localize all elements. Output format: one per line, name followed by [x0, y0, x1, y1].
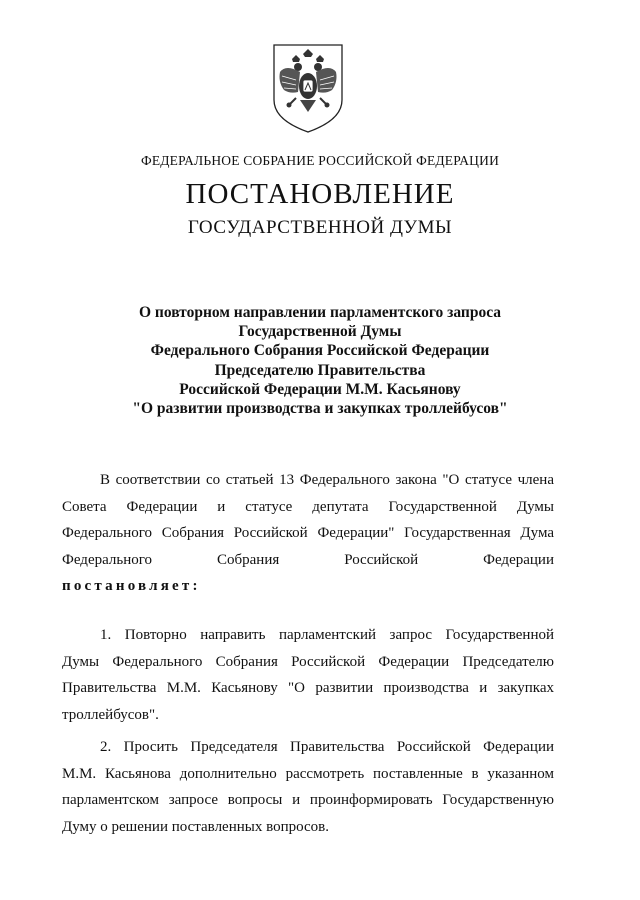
title-line: Федерального Собрания Российской Федерации [150, 342, 490, 360]
text-line-part: Федерального [62, 551, 153, 568]
text-line-part: Собрания [217, 551, 280, 568]
title-line: Государственной Думы [238, 323, 402, 341]
text-line: парламентском запросе вопросы и проинформировать Государственную [62, 792, 554, 808]
item-1-paragraph [62, 622, 554, 728]
text-line-part: Российской [344, 551, 419, 568]
title-line: "О развитии производства и закупках троллейбусов" [132, 400, 508, 418]
title-line: О повторном направлении парламентского запроса [138, 304, 502, 321]
text-line: Правительства М.М. Касьянову "О развитии производства и закупках [62, 680, 554, 696]
text-line: Думу о решении поставленных вопросов. [62, 818, 329, 835]
text-line: Федерального Собрания Российской Федерации" Государственная Дума [62, 525, 554, 541]
text-line: 2. Просить Председателя Правительства Российской Федерации [100, 739, 554, 755]
title-line: Председателю Правительства [214, 361, 426, 379]
resolves-keyword: постановляет: [62, 578, 201, 594]
text-line: М.М. Касьянова дополнительно рассмотреть поставленные в указанном [62, 765, 554, 782]
document-issuer: ГОСУДАРСТВЕННОЙ ДУМЫ [187, 217, 453, 238]
preamble-paragraph [62, 467, 554, 600]
title-line: Российской Федерации М.М. Касьянову [179, 380, 461, 398]
text-line: В соответствии со статьей 13 Федерального закона "О статусе члена [100, 472, 554, 488]
text-line: 1. Повторно направить парламентский запрос Государственной [100, 627, 554, 643]
text-line: троллейбусов". [62, 706, 159, 723]
document-title [60, 303, 580, 418]
text-line: Думы Федерального Собрания Российской Федерации Председателю [62, 653, 554, 670]
organization-name: ФЕДЕРАЛЬНОЕ СОБРАНИЕ РОССИЙСКОЙ ФЕДЕРАЦИИ [140, 153, 500, 168]
text-line-part: Федерации [483, 551, 554, 568]
document-type: ПОСТАНОВЛЕНИЕ [185, 178, 455, 210]
state-emblem-icon [270, 42, 346, 134]
item-2-paragraph [62, 734, 554, 840]
text-line [62, 547, 554, 574]
text-line: Совета Федерации и статусе депутата Государственной Думы [62, 498, 554, 515]
